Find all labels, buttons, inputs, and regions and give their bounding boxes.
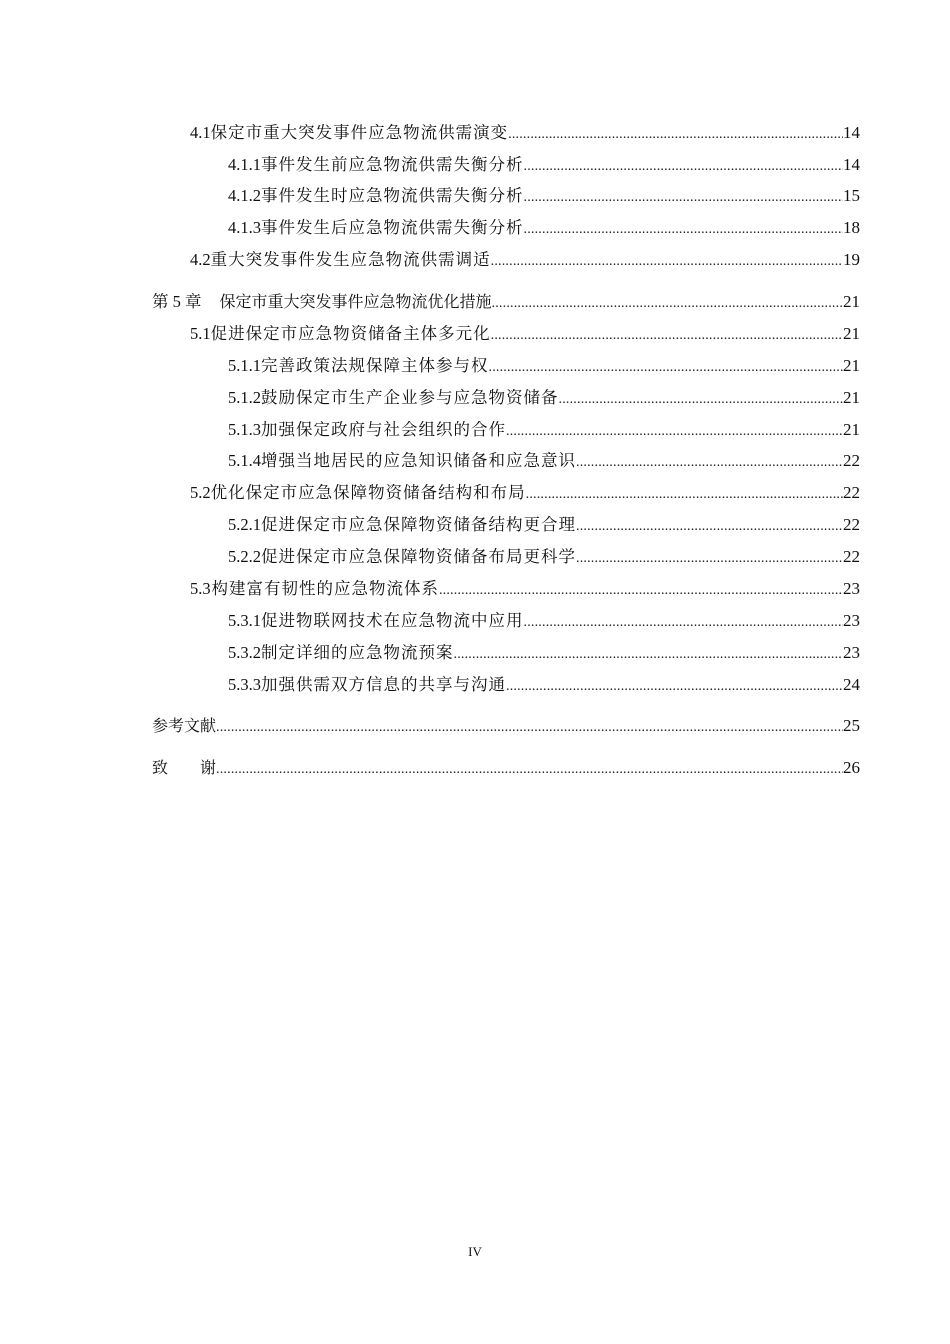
toc-entry[interactable] [190, 122, 860, 144]
toc-entry-page: 14 [843, 123, 860, 142]
toc-entry-number: 4.1.3 [228, 218, 261, 237]
toc-entry-number: 5.1 [190, 324, 211, 343]
toc-entry-number: 5.1.3 [228, 420, 261, 439]
toc-entry-page: 21 [843, 420, 860, 439]
dot-leader [216, 717, 843, 739]
toc-entry[interactable] [228, 610, 860, 632]
dot-leader [454, 644, 844, 666]
dot-leader [491, 251, 843, 273]
toc-entry-page: 22 [843, 515, 860, 534]
toc-entry-page: 22 [843, 547, 860, 566]
dot-leader [508, 124, 843, 146]
toc-entry-title: 构建富有韧性的应急物流体系 [211, 579, 439, 598]
toc-entry-page: 21 [843, 356, 860, 375]
toc-entry-title: 保定市重大突发事件应急物流供需演变 [210, 123, 509, 142]
toc-entry-title: 促进保定市应急物资储备主体多元化 [210, 324, 491, 343]
toc-entry-number: 5.2.2 [228, 547, 261, 566]
dot-leader [559, 389, 844, 411]
toc-entry-title: 制定详细的应急物流预案 [261, 643, 454, 662]
dot-leader [439, 580, 843, 602]
toc-entry-title: 促进保定市应急保障物资储备结构更合理 [261, 515, 576, 534]
toc-entry-title: 促进保定市应急保障物资储备布局更科学 [261, 547, 576, 566]
toc-entry-page: 21 [843, 324, 860, 343]
toc-entry[interactable] [152, 715, 860, 737]
toc-entry-number: 4.1.1 [228, 155, 261, 174]
dot-leader [524, 187, 844, 209]
toc-entry-title: 保定市重大突发事件应急物流优化措施 [219, 292, 492, 311]
toc-entry-title: 事件发生前应急物流供需失衡分析 [261, 155, 524, 174]
toc-entry-page: 15 [843, 186, 860, 205]
toc-entry-title: 事件发生后应急物流供需失衡分析 [261, 218, 524, 237]
toc-entry-number: 第 5 章 [152, 292, 202, 311]
toc-entry-number: 5.3.1 [228, 611, 261, 630]
toc-entry-number: 4.1 [190, 123, 211, 142]
toc-entry-number: 5.1.2 [228, 388, 261, 407]
toc-entry-page: 21 [843, 388, 860, 407]
toc-entry-title: 增强当地居民的应急知识储备和应急意识 [261, 451, 576, 470]
toc-entry-page: 22 [843, 451, 860, 470]
toc-entry[interactable] [228, 154, 860, 176]
dot-leader [489, 357, 844, 379]
dot-leader [576, 452, 843, 474]
toc-entry-page: 23 [843, 611, 860, 630]
toc-entry[interactable] [228, 355, 860, 377]
toc-entry[interactable] [190, 323, 860, 345]
dot-leader [491, 325, 843, 347]
toc-entry-title: 促进物联网技术在应急物流中应用 [261, 611, 524, 630]
toc-entry-page: 23 [843, 643, 860, 662]
toc-entry[interactable] [228, 185, 860, 207]
toc-entry-page: 24 [843, 675, 860, 694]
toc-entry[interactable] [152, 291, 860, 313]
dot-leader [524, 612, 844, 634]
toc-entry-number: 5.2.1 [228, 515, 261, 534]
toc-entry[interactable] [228, 387, 860, 409]
dot-leader [524, 156, 844, 178]
dot-leader [492, 293, 843, 315]
toc-entry-title: 完善政策法规保障主体参与权 [261, 356, 489, 375]
toc-entry[interactable] [190, 482, 860, 504]
toc-entry-page: 14 [843, 155, 860, 174]
toc-entry-page: 22 [843, 483, 860, 502]
toc-entry-page: 25 [843, 716, 860, 735]
toc-entry-number: 5.1.1 [228, 356, 261, 375]
toc-entry-number: 5.3.2 [228, 643, 261, 662]
toc-entry-title: 加强供需双方信息的共享与沟通 [261, 675, 506, 694]
toc-entry-page: 23 [843, 579, 860, 598]
toc-entry-page: 18 [843, 218, 860, 237]
toc-entry-number: 5.3.3 [228, 675, 261, 694]
toc-entry-title: 加强保定政府与社会组织的合作 [261, 420, 506, 439]
toc-entry-page: 21 [843, 292, 860, 311]
toc-entry-page: 19 [843, 250, 860, 269]
toc-entry-number: 4.1.2 [228, 186, 261, 205]
dot-leader [526, 484, 843, 506]
toc-entry-number: 5.3 [190, 579, 211, 598]
toc-entry-page: 26 [843, 758, 860, 777]
toc-entry-title: 重大突发事件发生应急物流供需调适 [210, 250, 491, 269]
dot-leader [576, 516, 843, 538]
dot-leader [576, 548, 843, 570]
dot-leader [524, 219, 844, 241]
toc-entry-title: 鼓励保定市生产企业参与应急物资储备 [261, 388, 559, 407]
dot-leader [506, 421, 843, 443]
toc-entry-number: 5.1.4 [228, 451, 261, 470]
toc-entry[interactable] [228, 546, 860, 568]
toc-entry-title: 事件发生时应急物流供需失衡分析 [261, 186, 524, 205]
toc-entry-title: 优化保定市应急保障物资储备结构和布局 [210, 483, 526, 502]
page-number: IV [468, 1244, 482, 1259]
toc-entry-number: 5.2 [190, 483, 211, 502]
toc-entry-title: 参考文献 [152, 716, 217, 735]
toc-entry[interactable] [228, 450, 860, 472]
toc-entry-number: 4.2 [190, 250, 211, 269]
dot-leader [506, 676, 843, 698]
toc-entry[interactable] [152, 757, 860, 779]
toc-entry[interactable] [228, 642, 860, 664]
dot-leader [216, 759, 843, 781]
toc-entry-title: 致 谢 [152, 758, 217, 777]
toc-entry[interactable] [228, 217, 860, 239]
toc-entry[interactable] [228, 514, 860, 536]
toc-entry[interactable] [228, 419, 860, 441]
toc-entry[interactable] [228, 674, 860, 696]
toc-entry[interactable] [190, 578, 860, 600]
toc-entry[interactable] [190, 249, 860, 271]
